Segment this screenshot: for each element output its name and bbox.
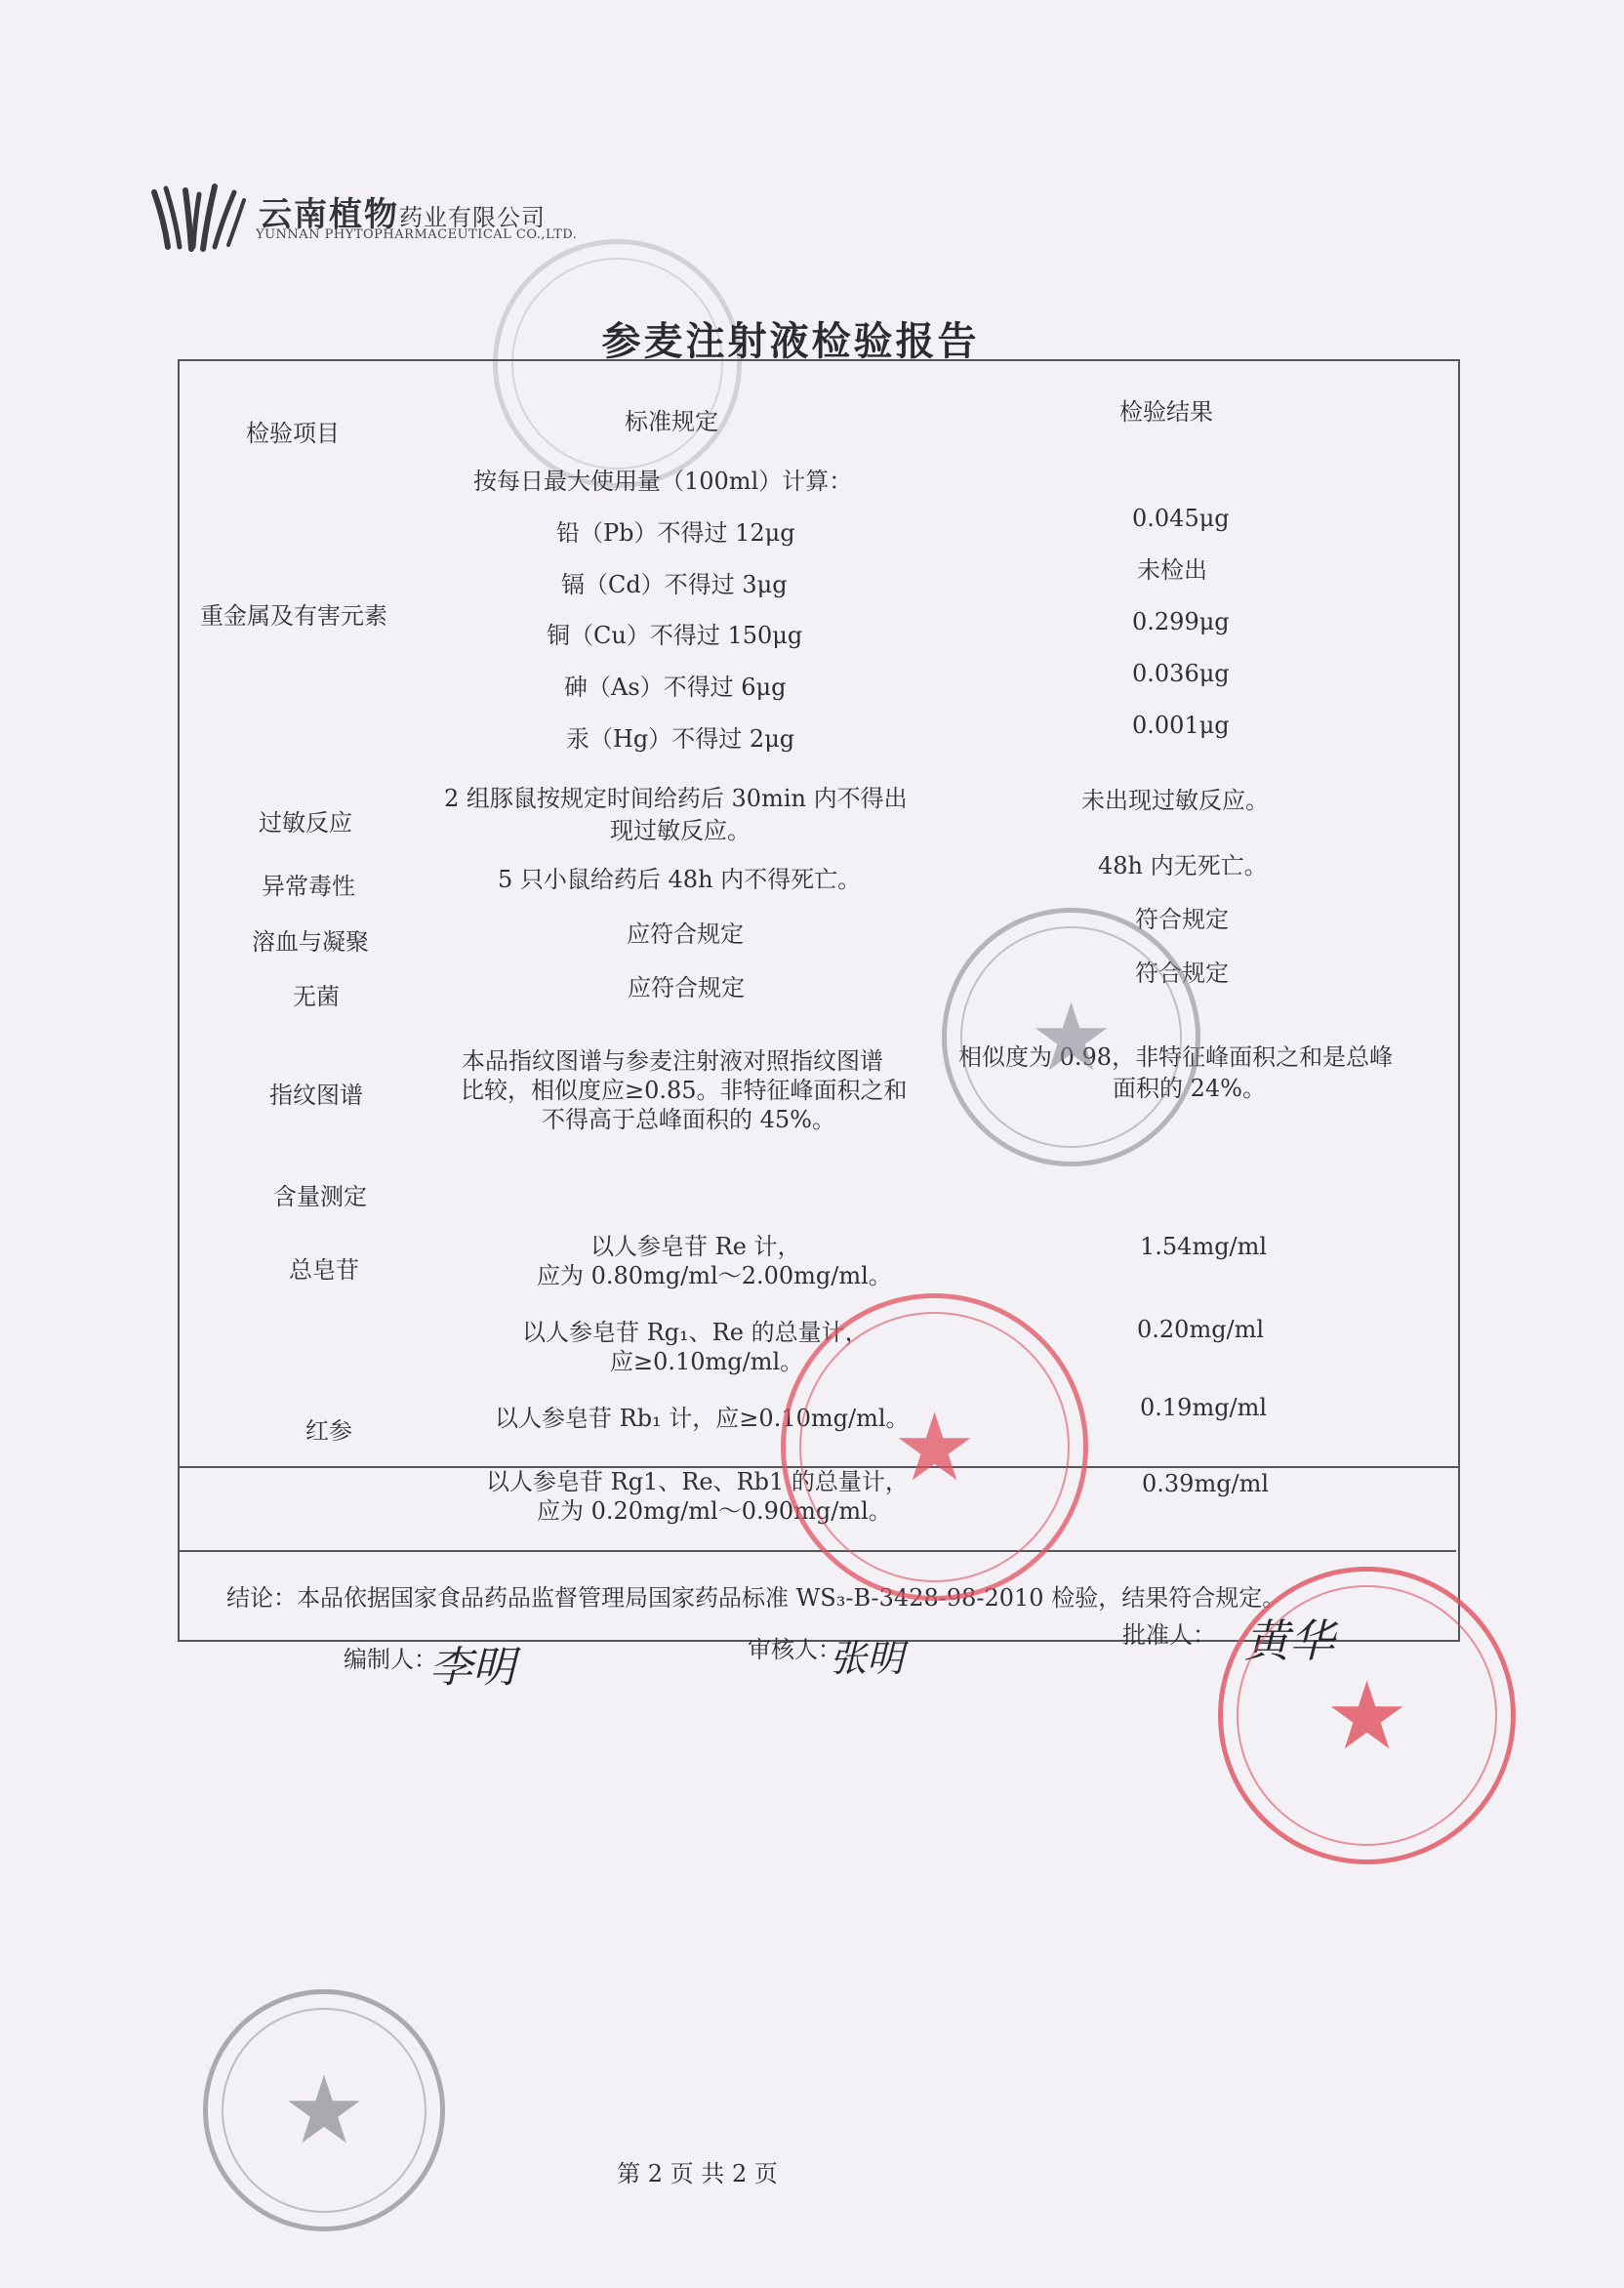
reviewed-label: 审核人： <box>748 1636 841 1663</box>
result-allergy: 未出现过敏反应。 <box>1081 787 1269 814</box>
result-rg-1: 0.20mg/ml <box>1137 1316 1265 1343</box>
std-rg-2: 以人参皂苷 Rb₁ 计，应≥0.10mg/ml。 <box>495 1405 910 1432</box>
item-saponins: 总皂苷 <box>289 1256 359 1284</box>
std-sterility: 应符合规定 <box>628 974 745 1001</box>
result-pb: 0.045μg <box>1132 505 1230 532</box>
report-title: 参麦注射液检验报告 <box>601 318 980 364</box>
std-fingerprint-3: 不得高于总峰面积的 45%。 <box>542 1106 835 1133</box>
approved-signature: 黄华 <box>1244 1614 1334 1667</box>
std-toxicity: 5 只小鼠给药后 48h 内不得死亡。 <box>498 866 862 893</box>
std-rg-3a: 以人参皂苷 Rg1、Re、Rb1 的总量计， <box>486 1468 909 1495</box>
heavy-metals-intro: 按每日最大使用量（100ml）计算： <box>473 468 853 495</box>
page-number: 第 2 页 共 2 页 <box>617 2160 778 2187</box>
std-as: 砷（As）不得过 6μg <box>564 674 787 701</box>
std-rg-1b: 应≥0.10mg/ml。 <box>610 1348 804 1375</box>
red-stamp-right <box>1218 1567 1516 1864</box>
item-heavy-metals: 重金属及有害元素 <box>200 602 387 630</box>
gray-stamp-mid <box>942 908 1200 1166</box>
header-item: 检验项目 <box>246 420 340 447</box>
std-cd: 镉（Cd）不得过 3μg <box>561 571 788 598</box>
std-pb: 铅（Pb）不得过 12μg <box>556 519 795 547</box>
result-rg-3: 0.39mg/ml <box>1142 1470 1270 1497</box>
report-table <box>178 359 1460 1468</box>
star-icon: ★ <box>1029 982 1114 1092</box>
star-icon: ★ <box>1324 1660 1409 1771</box>
gray-stamp-bottom <box>203 1989 445 2231</box>
prepared-label: 编制人： <box>344 1646 437 1673</box>
result-toxicity: 48h 内无死亡。 <box>1098 852 1268 879</box>
item-content: 含量测定 <box>273 1183 367 1210</box>
result-cd: 未检出 <box>1137 556 1207 584</box>
std-saponins-1: 以人参皂苷 Re 计， <box>590 1233 801 1260</box>
std-saponins-2: 应为 0.80mg/ml～2.00mg/ml。 <box>537 1262 892 1289</box>
item-allergy: 过敏反应 <box>259 809 352 837</box>
std-fingerprint-2: 比较，相似度应≥0.85。非特征峰面积之和 <box>461 1077 908 1104</box>
std-rg-3b: 应为 0.20mg/ml～0.90mg/ml。 <box>537 1497 892 1525</box>
std-rg-1a: 以人参皂苷 Rg₁、Re 的总量计， <box>522 1319 869 1346</box>
star-icon: ★ <box>281 2056 367 2165</box>
result-fingerprint-2: 面积的 24%。 <box>1113 1075 1266 1102</box>
header-result: 检验结果 <box>1119 398 1213 426</box>
std-allergy-2: 现过敏反应。 <box>610 817 751 844</box>
result-fingerprint-1: 相似度为 0.98，非特征峰面积之和是总峰 <box>958 1043 1394 1071</box>
star-icon: ★ <box>892 1392 977 1502</box>
std-fingerprint-1: 本品指纹图谱与参麦注射液对照指纹图谱 <box>462 1047 883 1075</box>
prepared-signature: 李明 <box>429 1643 515 1693</box>
company-logo-icon <box>146 181 249 254</box>
company-name-cn: 云南植物药业有限公司 <box>259 195 546 234</box>
header-standard: 标准规定 <box>625 408 718 435</box>
reviewed-signature: 张明 <box>830 1637 905 1680</box>
result-as: 0.036μg <box>1132 660 1230 687</box>
item-hemolysis: 溶血与凝聚 <box>252 928 369 956</box>
std-cu: 铜（Cu）不得过 150μg <box>547 622 803 649</box>
std-allergy-1: 2 组豚鼠按规定时间给药后 30min 内不得出 <box>444 785 908 812</box>
item-sterility: 无菌 <box>293 983 340 1010</box>
company-name-en: YUNNAN PHYTOPHARMACEUTICAL CO.,LTD. <box>256 227 578 242</box>
result-cu: 0.299μg <box>1132 608 1230 635</box>
result-rg-2: 0.19mg/ml <box>1140 1394 1268 1421</box>
conclusion-divider <box>178 1550 1456 1552</box>
result-hemolysis: 符合规定 <box>1135 906 1229 933</box>
item-toxicity: 异常毒性 <box>262 873 355 900</box>
red-stamp-mid <box>781 1293 1088 1601</box>
result-sterility: 符合规定 <box>1135 960 1229 987</box>
result-hg: 0.001μg <box>1132 712 1230 739</box>
approved-label: 批准人： <box>1122 1621 1216 1649</box>
item-red-ginseng: 红参 <box>305 1417 352 1445</box>
result-saponins: 1.54mg/ml <box>1140 1233 1268 1260</box>
item-fingerprint: 指纹图谱 <box>269 1082 363 1109</box>
std-hg: 汞（Hg）不得过 2μg <box>566 725 795 753</box>
std-hemolysis: 应符合规定 <box>627 920 744 948</box>
conclusion-text: 结论：本品依据国家食品药品监督管理局国家药品标准 WS₃-B-3428-98-2010 检验，结果符合规定。 <box>226 1584 1286 1612</box>
